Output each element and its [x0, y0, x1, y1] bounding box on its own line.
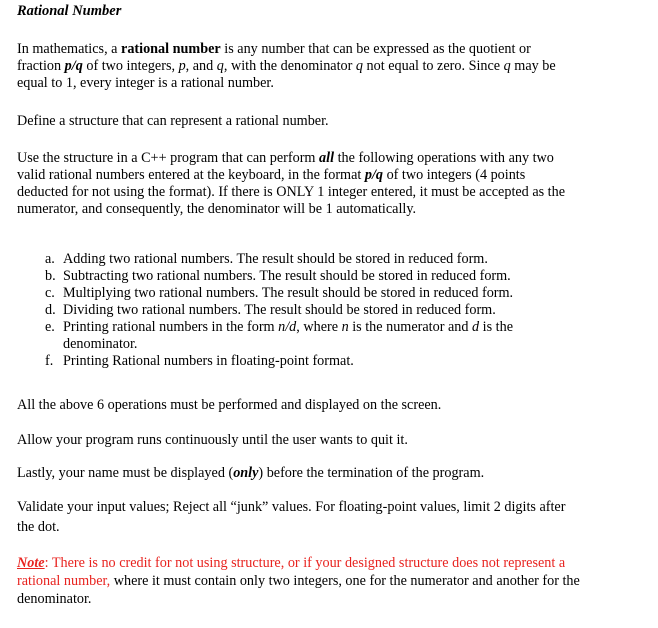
intro-paragraph	[17, 41, 645, 92]
list-item	[45, 268, 645, 285]
use-line-1: Use the structure in a C++ program that can perform all the following operations with any two	[17, 150, 554, 166]
validate-paragraph	[17, 499, 645, 536]
list-marker: b.	[45, 268, 56, 284]
all-operations-line: All the above 6 operations must be performed and displayed on the screen.	[17, 397, 442, 413]
list-item-text: Printing Rational numbers in floating-point format.	[63, 353, 354, 369]
allow-line: Allow your program runs continuously until the user wants to quit it.	[17, 432, 408, 448]
list-marker: a.	[45, 251, 55, 267]
page-title: Rational Number	[17, 3, 122, 19]
list-item-text: Subtracting two rational numbers. The result should be stored in reduced form.	[63, 268, 511, 284]
note-line-1: Note: There is no credit for not using structure, or if your designed structure does not represent a	[17, 555, 566, 571]
note-line-3: denominator.	[17, 591, 92, 607]
list-item-text-continued: denominator.	[63, 336, 138, 352]
allow-paragraph	[17, 432, 645, 449]
intro-line-1: In mathematics, a rational number is any number that can be expressed as the quotient or	[17, 41, 531, 57]
list-item	[45, 285, 645, 302]
list-item	[45, 302, 645, 319]
list-marker: e.	[45, 319, 55, 335]
note-label: Note	[17, 555, 45, 571]
list-marker: f.	[45, 353, 54, 369]
list-item-text: Printing rational numbers in the form n/d, where n is the numerator and d is the	[63, 319, 513, 335]
list-item	[45, 353, 645, 370]
use-line-3: deducted for not using the format). If there is ONLY 1 integer entered, it must be accepted as the	[17, 184, 566, 200]
list-item-text: Multiplying two rational numbers. The result should be stored in reduced form.	[63, 285, 514, 301]
operations-list	[45, 251, 645, 370]
note-line-2: rational number, where it must contain only two integers, one for the numerator and another for the	[17, 573, 580, 589]
validate-line-1: Validate your input values; Reject all “junk” values. For floating-point values, limit 2 digits after	[17, 499, 566, 515]
validate-line-2: the dot.	[17, 519, 60, 535]
list-item	[45, 319, 645, 353]
list-item	[45, 251, 645, 268]
intro-line-3: equal to 1, every integer is a rational number.	[17, 75, 274, 91]
list-item-text: Dividing two rational numbers. The result should be stored in reduced form.	[63, 302, 496, 318]
intro-line-2: fraction p/q of two integers, p, and q, with the denominator q not equal to zero. Since q may be	[17, 58, 556, 74]
list-marker: d.	[45, 302, 56, 318]
define-paragraph	[17, 113, 645, 130]
define-line: Define a structure that can represent a rational number.	[17, 113, 329, 129]
use-paragraph	[17, 150, 645, 218]
list-marker: c.	[45, 285, 55, 301]
all-operations-paragraph	[17, 397, 645, 414]
use-line-2: valid rational numbers entered at the keyboard, in the format p/q of two integers (4 points	[17, 167, 526, 183]
list-item-text: Adding two rational numbers. The result should be stored in reduced form.	[63, 251, 488, 267]
note-paragraph	[17, 554, 645, 608]
lastly-paragraph	[17, 465, 645, 482]
use-line-4: numerator, and consequently, the denominator will be 1 automatically.	[17, 201, 417, 217]
lastly-line: Lastly, your name must be displayed (only) before the termination of the program.	[17, 465, 485, 481]
